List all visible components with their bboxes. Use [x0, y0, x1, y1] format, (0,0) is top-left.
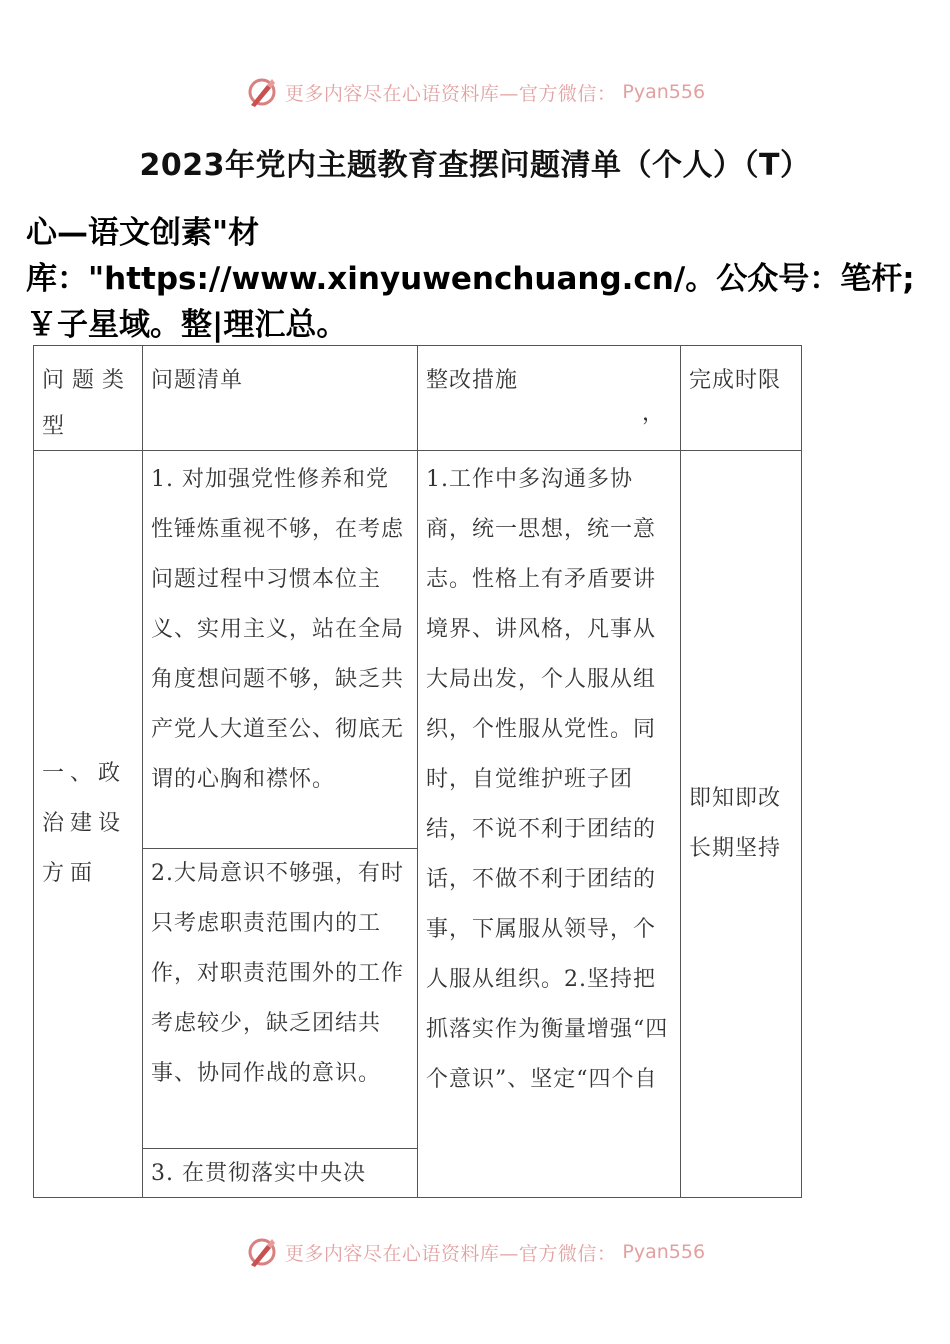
watermark-contact: Pyan556 [622, 1241, 706, 1263]
pen-logo-icon [245, 1235, 279, 1269]
watermark-text: 更多内容尽在心语资料库—官方微信： [284, 82, 617, 105]
header-cell-issues [143, 346, 418, 451]
pen-logo-icon [245, 75, 279, 109]
issue-3: 3. 在贯彻落实中央决 [151, 1160, 366, 1186]
header-cell-measures [418, 346, 681, 451]
issue-cell-2 [143, 849, 418, 1149]
header-cell-deadline [681, 346, 802, 451]
deadline-text: 即知即改长期坚持 [689, 786, 782, 861]
header-issues: 问题清单 [151, 368, 244, 393]
issues-table [33, 345, 802, 1198]
header-type: 问题类型 [42, 368, 133, 439]
header-measures: 整改措施 [426, 368, 519, 393]
watermark-contact: Pyan556 [622, 81, 706, 103]
measures-cell [418, 451, 681, 1198]
table-header-row [34, 346, 802, 451]
issue-cell-3 [143, 1148, 418, 1197]
source-notice: 心—语文创素"材库："https://www.xinyuwenchuang.cn/。公众号：笔杆;￥子星域。整|理汇总。 [26, 215, 915, 343]
header-measures-mark: ， [641, 401, 664, 426]
header-cell-type [34, 346, 143, 451]
measures-text: 1.工作中多沟通多协商，统一思想，统一意志。性格上有矛盾要讲境界、讲风格，凡事从大局出发，个人服从组织，个性服从党性。同时，自觉维护班子团结，不说不利于团结的话，不做不利于团结的事，下属服从领导，个人服从组织。2.坚持把抓落实作为衡量增强“四个意识”、坚定“四个自 [426, 467, 669, 1092]
watermark-text: 更多内容尽在心语资料库—官方微信： [284, 1242, 617, 1265]
watermark-footer [0, 1232, 950, 1272]
category-text: 一、政治建设方面 [42, 761, 127, 886]
table-row [34, 451, 802, 849]
issue-1: 1. 对加强党性修养和党性锤炼重视不够，在考虑问题过程中习惯本位主义、实用主义，站在全局角度想问题不够，缺乏共产党人大道至公、彻底无谓的心胸和襟怀。 [151, 467, 405, 792]
category-cell [34, 451, 143, 1198]
header-deadline: 完成时限 [689, 368, 782, 393]
watermark-header [0, 72, 950, 112]
issue-cell-1 [143, 451, 418, 849]
document-title: 2023年党内主题教育查摆问题清单（个人）（T） [139, 148, 811, 183]
issue-2: 2.大局意识不够强，有时只考虑职责范围内的工作，对职责范围外的工作考虑较少，缺乏团结共事、协同作战的意识。 [151, 861, 405, 1087]
deadline-cell [681, 451, 802, 1198]
